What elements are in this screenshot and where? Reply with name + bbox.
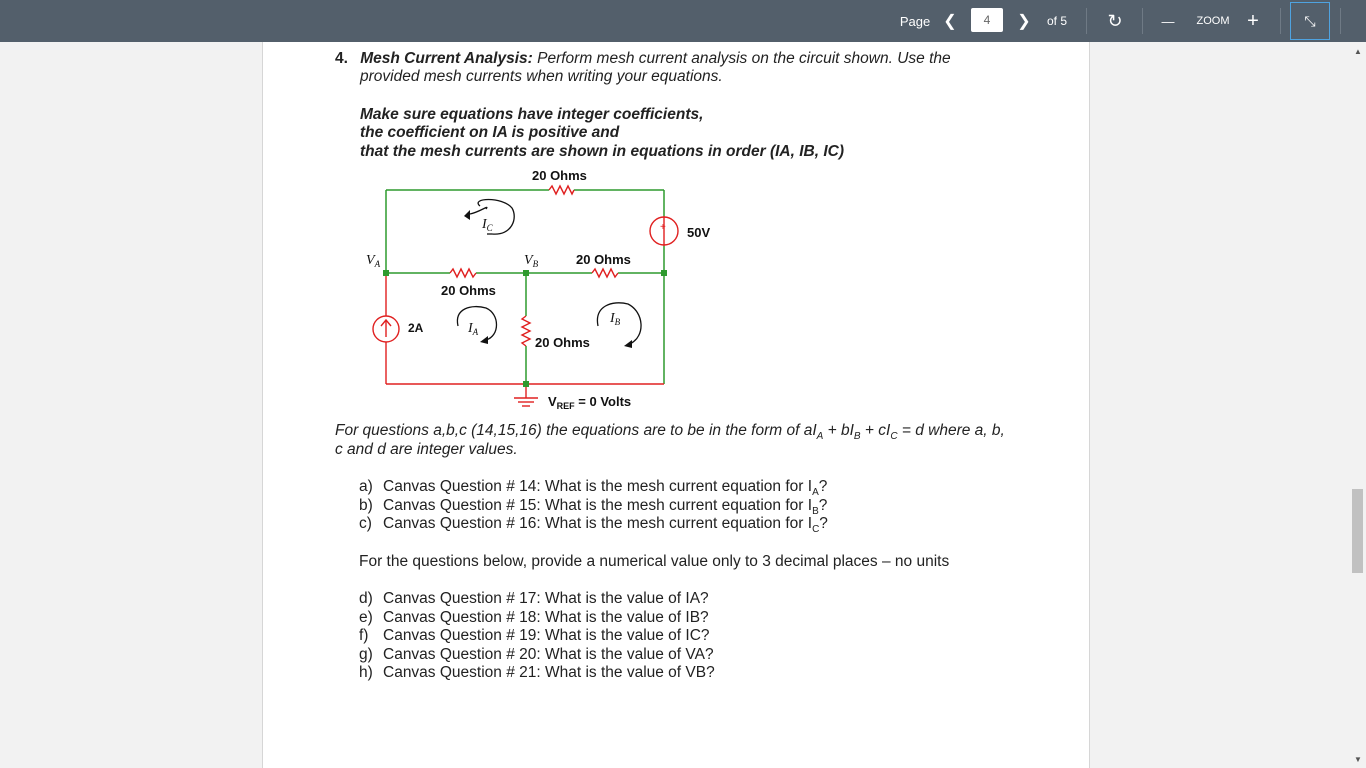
label-r-top: 20 Ohms <box>532 168 587 183</box>
question-intro-line2: provided mesh currents when writing your equations. <box>360 68 723 85</box>
question-item: g) Canvas Question # 20: What is the value of VA? <box>359 646 714 663</box>
toolbar-divider <box>1340 8 1341 34</box>
loop-ic-arrowhead <box>464 210 470 220</box>
loop-ic-path <box>470 207 487 214</box>
label-r-vertical: 20 Ohms <box>535 335 590 350</box>
label-r-mid-right: 20 Ohms <box>576 252 631 267</box>
requirement-line3: that the mesh currents are shown in equations in order (IA, IB, IC) <box>360 143 845 160</box>
page-label: Page <box>899 13 931 29</box>
question-item: e) Canvas Question # 18: What is the value of IB? <box>359 609 709 626</box>
question-number: 4. <box>335 50 348 67</box>
plus-sign: + <box>660 222 666 233</box>
toolbar-divider <box>1142 8 1143 34</box>
resistor-mid-right-zigzag <box>592 269 618 277</box>
question-item: h) Canvas Question # 21: What is the value of VB? <box>359 664 715 681</box>
fit-page-button[interactable] <box>1290 2 1330 40</box>
prev-page-button[interactable]: ❮ <box>943 13 957 30</box>
next-page-button[interactable]: ❯ <box>1017 13 1031 30</box>
question-item: b) Canvas Question # 15: What is the mesh current equation for $I_B$? <box>359 497 828 518</box>
toolbar-divider <box>1280 8 1281 34</box>
requirement-line1: Make sure equations have integer coefficients, <box>360 106 704 123</box>
loop-ia-arrowhead <box>480 336 488 344</box>
question-item: c) Canvas Question # 16: What is the mesh current equation for $I_C$? <box>359 515 828 536</box>
label-current-source: 2A <box>408 321 424 335</box>
scrollbar-thumb[interactable] <box>1352 489 1363 573</box>
label-mesh-ib: $I_B$ <box>610 311 621 327</box>
label-node-va: $V_A$ <box>366 253 381 269</box>
form-note-line1: For questions a,b,c (14,15,16) the equations are to be in the form of $aI_A + bI_B + cI_C = d$ where a, b, <box>335 422 1005 443</box>
scroll-up-icon[interactable]: ▲ <box>1354 46 1362 56</box>
zoom-out-button[interactable]: — <box>1161 13 1175 29</box>
node-bottom-dot <box>523 381 529 387</box>
node-vb-dot <box>523 270 529 276</box>
label-mesh-ic: $I_C$ <box>482 217 493 233</box>
circuit-diagram <box>362 166 711 416</box>
zoom-label: ZOOM <box>1196 15 1230 27</box>
node-right-dot <box>661 270 667 276</box>
label-voltage-source: 50V <box>687 225 711 240</box>
question-intro: Perform mesh current analysis on the circuit shown. Use the <box>532 50 951 67</box>
requirement-line2: the coefficient on IA is positive and <box>360 124 620 141</box>
scroll-down-icon[interactable]: ▼ <box>1354 754 1362 764</box>
page-count: of 5 <box>1046 14 1067 28</box>
numeric-note: For the questions below, provide a numerical value only to 3 decimal places – no units <box>359 553 950 570</box>
resistor-vertical-zigzag <box>522 316 530 346</box>
pdf-toolbar <box>0 0 1366 42</box>
node-va-dot <box>383 270 389 276</box>
collapse-icon: ⤡ <box>1304 12 1316 29</box>
question-intro-line1 <box>335 50 951 68</box>
question-item: f) Canvas Question # 19: What is the value of IC? <box>359 627 710 644</box>
vertical-scrollbar[interactable] <box>1350 42 1366 768</box>
label-vref: $V_{REF} = 0$ Volts <box>548 394 632 411</box>
label-r-mid-left: 20 Ohms <box>441 283 496 298</box>
toolbar-divider <box>1086 8 1087 34</box>
label-mesh-ia: $I_A$ <box>468 321 479 337</box>
page-number-input[interactable]: 4 <box>971 8 1003 32</box>
form-note-line2: c and d are integer values. <box>335 441 518 458</box>
question-title: Mesh Current Analysis: <box>360 50 533 67</box>
resistor-mid-left-zigzag <box>450 269 476 277</box>
rotate-button[interactable]: ↻ <box>1107 10 1123 31</box>
loop-ib-arrowhead <box>624 340 632 348</box>
question-item: a) Canvas Question # 14: What is the mesh current equation for $I_A$? <box>359 478 828 499</box>
question-item: d) Canvas Question # 17: What is the value of IA? <box>359 590 709 607</box>
zoom-in-button[interactable]: + <box>1247 9 1259 32</box>
label-node-vb: $V_B$ <box>524 253 539 269</box>
resistor-top-zigzag <box>549 186 574 194</box>
